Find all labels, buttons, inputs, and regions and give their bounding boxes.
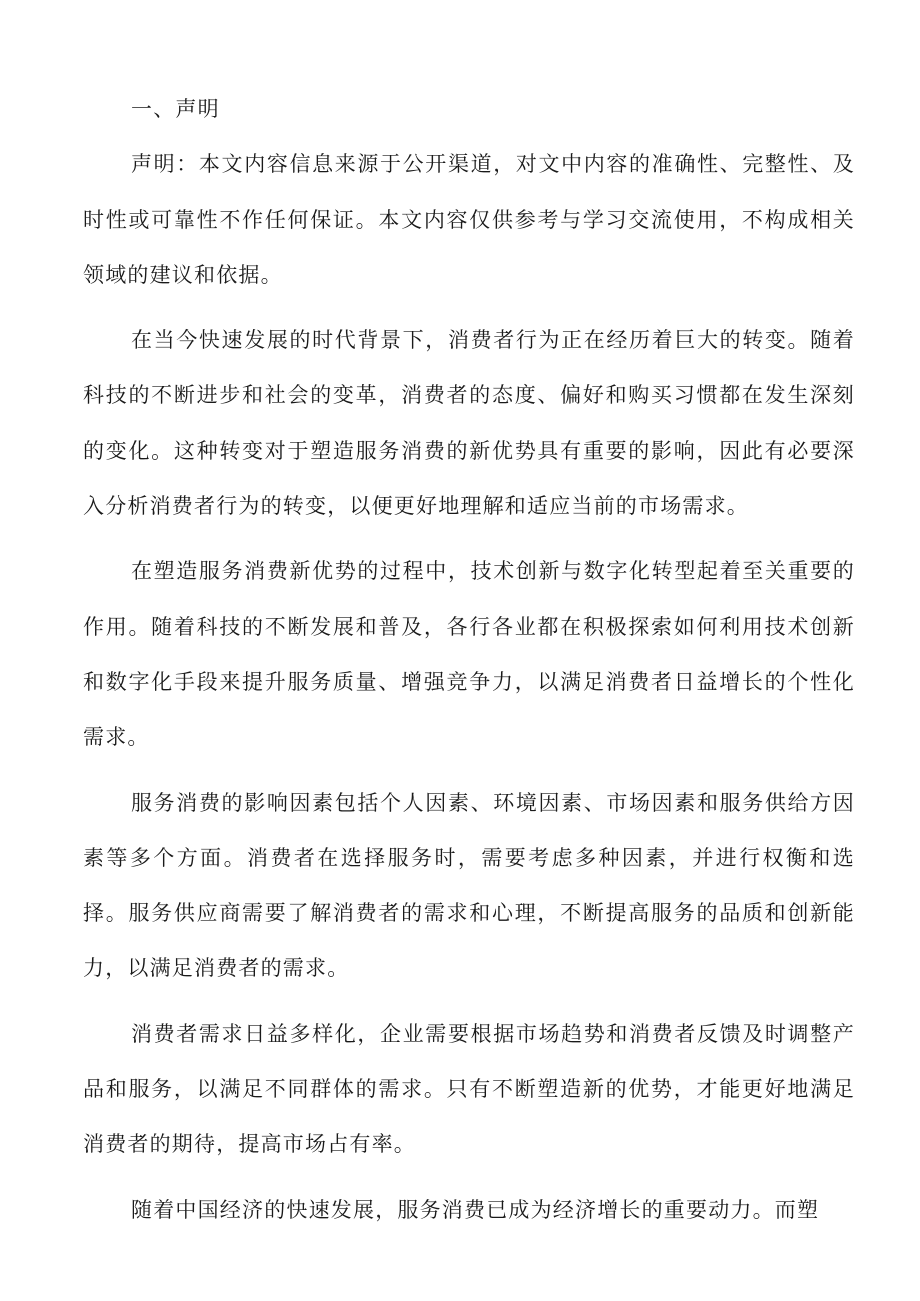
paragraph-gap	[83, 534, 855, 544]
paragraph-factors: 服务消费的影响因素包括个人因素、环境因素、市场因素和服务供给方因素等多个方面。消费者在选择服务时，需要考虑多种因素，并进行权衡和选择。服务供应商需要了解消费者的需求和心理，不断提高服务的品质和创新能力，以满足消费者的需求。	[83, 790, 855, 981]
paragraph-economy: 随着中国经济的快速发展，服务消费已成为经济增长的重要动力。而塑	[131, 1197, 820, 1222]
paragraph-gap	[83, 766, 855, 776]
section-heading: 一、声明	[131, 97, 220, 121]
paragraph-diversity: 消费者需求日益多样化，企业需要根据市场趋势和消费者反馈及时调整产品和服务，以满足不同群体的需求。只有不断塑造新的优势，才能更好地满足消费者的期待，提高市场占有率。	[83, 1021, 855, 1157]
paragraph-consumer-behavior: 在当今快速发展的时代背景下，消费者行为正在经历着巨大的转变。随着科技的不断进步和社会的变革，消费者的态度、偏好和购买习惯都在发生深刻的变化。这种转变对于塑造服务消费的新优势具有重要的影响，因此有必要深入分析消费者行为的转变，以便更好地理解和适应当前的市场需求。	[83, 328, 855, 519]
paragraph-gap	[83, 1173, 855, 1183]
paragraph-technology: 在塑造服务消费新优势的过程中，技术创新与数字化转型起着至关重要的作用。随着科技的不断发展和普及，各行各业都在积极探索如何利用技术创新和数字化手段来提升服务质量、增强竞争力，以满足消费者日益增长的个性化需求。	[83, 559, 855, 750]
document-body	[83, 82, 855, 1238]
paragraph-gap	[83, 303, 855, 313]
paragraph-gap	[83, 997, 855, 1007]
paragraph-disclaimer: 声明：本文内容信息来源于公开渠道，对文中内容的准确性、完整性、及时性或可靠性不作任何保证。本文内容仅供参考与学习交流使用，不构成相关领域的建议和依据。	[83, 152, 855, 287]
